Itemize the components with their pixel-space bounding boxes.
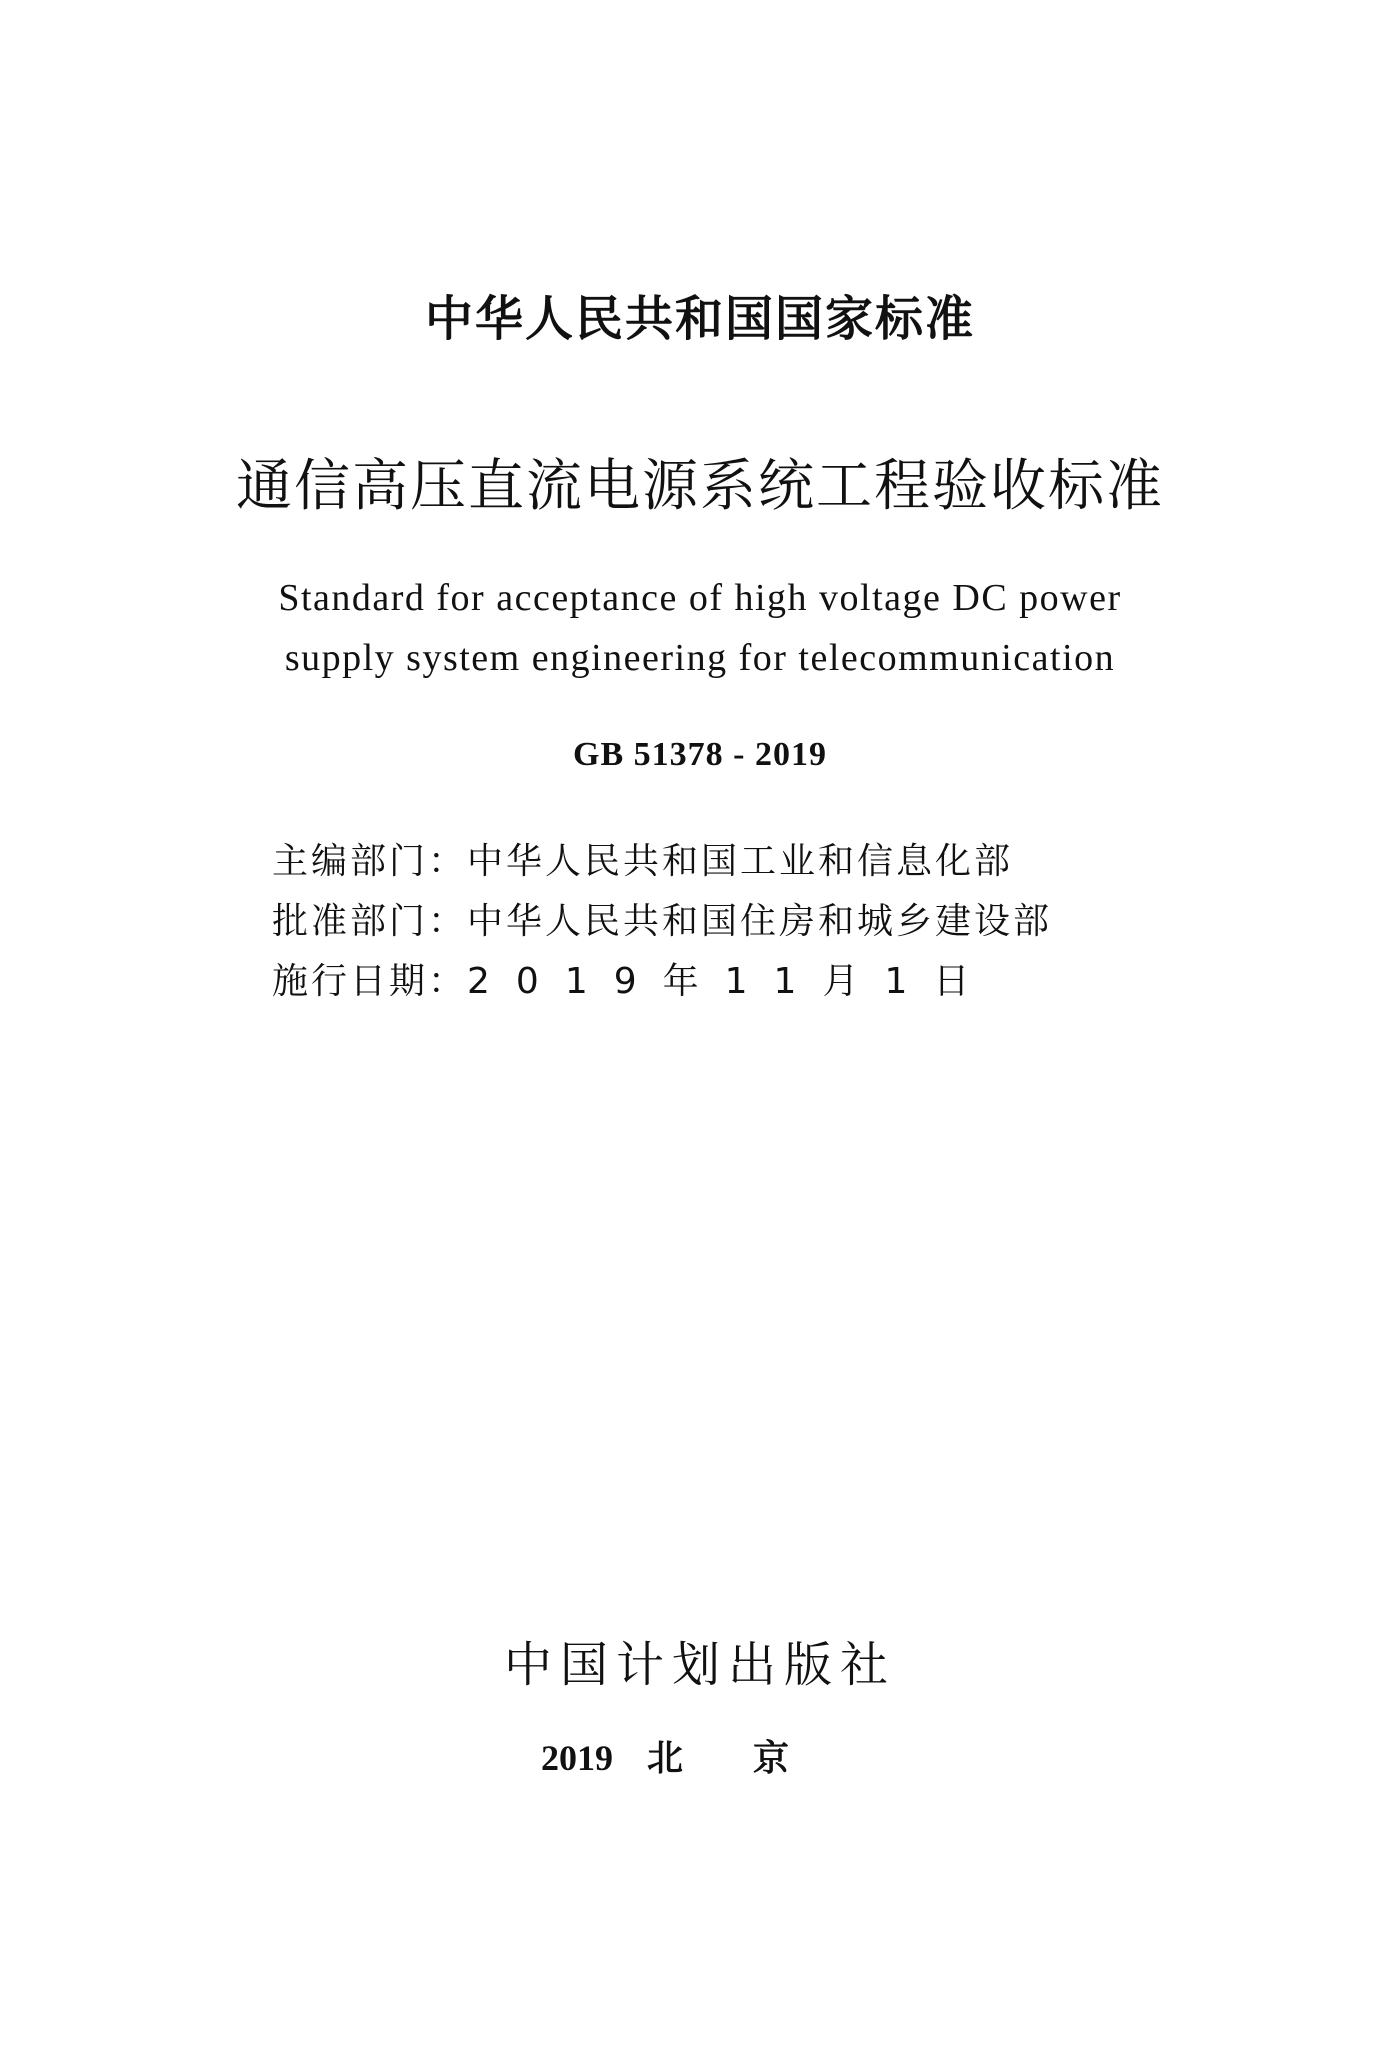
publication-year: 2019: [540, 1738, 613, 1778]
title-en-line-2: supply system engineering for telecommunication: [284, 637, 1116, 679]
publication-place: 北京: [646, 1738, 859, 1779]
chief-editor-row: [272, 832, 1052, 892]
issuing-info: [272, 832, 1052, 1012]
approval-label: 批准部门：: [272, 901, 468, 942]
approval-value: 中华人民共和国住房和城乡建设部: [467, 901, 1053, 942]
effective-date-label: 施行日期：: [272, 961, 468, 1002]
effective-date-row: [272, 952, 1052, 1012]
standard-code: GB 51378 - 2019: [573, 736, 827, 773]
publisher: 中国计划出版社: [503, 1637, 896, 1693]
chief-editor-value: 中华人民共和国工业和信息化部: [467, 841, 1014, 882]
document-title-cn: 通信高压直流电源系统工程验收标准: [236, 454, 1164, 519]
effective-date-value: 2019年11月1日: [467, 961, 996, 1002]
document-title-en: [0, 568, 1400, 688]
approval-row: [272, 892, 1052, 952]
publication-line: [0, 1730, 1400, 1781]
title-en-line-1: Standard for acceptance of high voltage DC power: [278, 577, 1122, 619]
chief-editor-label: 主编部门：: [272, 841, 468, 882]
series-title: 中华人民共和国国家标准: [424, 291, 975, 347]
